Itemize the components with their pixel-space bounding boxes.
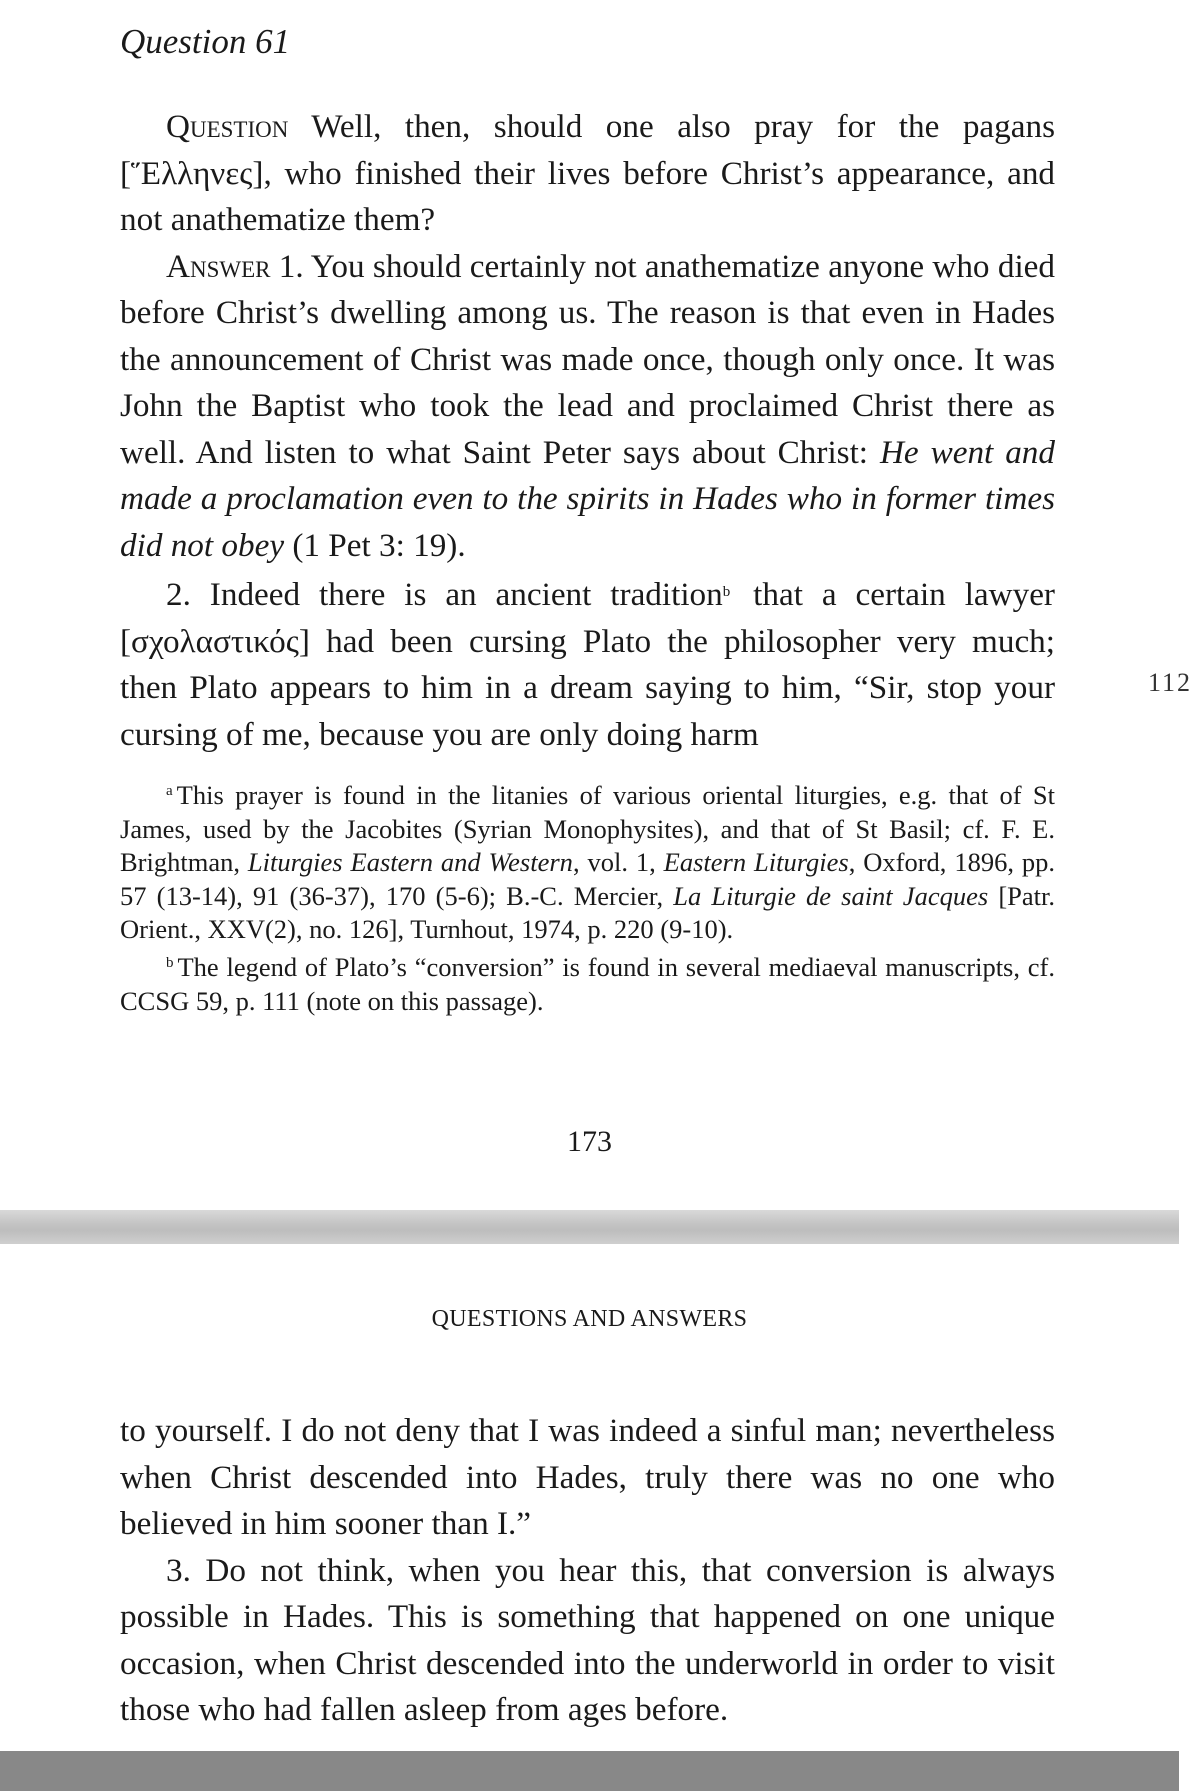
main-text — [120, 104, 1055, 758]
page-number: 173 — [567, 1125, 612, 1158]
scripture-quote: He went and made a proclamation even to the spirits in Hades who in former times did not obey — [120, 433, 1055, 564]
footnote-a-mark: a — [166, 783, 173, 799]
main-text — [120, 1408, 1055, 1734]
answer-label: Answer — [166, 247, 271, 285]
footnote-b — [120, 947, 1055, 1018]
footnote-a-title: Liturgies Eastern and Western — [247, 847, 573, 878]
footnote-a-title: Eastern Liturgies — [663, 847, 849, 878]
footnote-b-text: The legend of Plato’s “conversion” is found in several mediaeval manuscripts, cf. CCSG 59, p. 111 (note on this passage). — [120, 951, 1055, 1016]
question-label: Question — [166, 108, 289, 145]
footnotes — [120, 775, 1055, 1018]
page-divider — [0, 1210, 1179, 1244]
paragraph-2 — [120, 569, 1055, 758]
answer-text: 1. You should certainly not anathematize anyone who died before Christ’s dwelling among us. The reason is that even in Hades the announcement of Christ was made once, though only once. It was John the Baptist who took the lead and proclaimed Christ there as well. And listen to what Saint Peter says about Christ: — [120, 247, 1055, 471]
running-head: Question 61 — [120, 22, 291, 61]
paragraph-2-text-a: 2. Indeed there is an ancient tradition — [166, 576, 723, 613]
running-head: QUESTIONS AND ANSWERS — [431, 1306, 748, 1332]
footnote-b-mark: b — [166, 954, 174, 971]
answer-paragraph — [120, 244, 1055, 570]
footnote-marker-b: b — [722, 584, 731, 600]
footnote-a-text: [Patr. Orient., XXV(2), no. 126], Turnhout, 1974, p. 220 (9-10). — [120, 880, 1055, 945]
margin-line-number: 112 — [1148, 668, 1192, 697]
question-paragraph — [120, 104, 1055, 244]
footnote-a — [120, 775, 1055, 947]
paragraph-3: 3. Do not think, when you hear this, that conversion is always possible in Hades. This is something that happened on one unique occasion, when Christ descended into the underworld in order to visit those who had fallen asleep from ages before. — [120, 1551, 1055, 1728]
overlay-bar — [0, 1751, 1179, 1791]
scripture-reference: (1 Pet 3: 19). — [284, 526, 466, 564]
footnote-a-text: , vol. 1, — [572, 847, 664, 878]
footnote-a-text: , Oxford, 1896, pp. 57 (13-14), 91 (36-37), 170 (5-6); B.-C. Mercier, — [120, 847, 1055, 911]
footnote-a-title: La Liturgie de saint Jacques — [673, 880, 989, 911]
paragraph-2-text-b: that a certain lawyer [σχολαστικός] had been cursing Plato the philosopher very much; then Plato appears to him in a dream saying to him, “Sir, stop your cursing of me, because you are only doing harm — [120, 576, 1055, 753]
question-text: Well, then, should one also pray for the pagans [Ἕλληνες], who finished their lives before Christ’s appearance, and not anathematize them? — [120, 108, 1055, 238]
continued-paragraph: to yourself. I do not deny that I was indeed a sinful man; nevertheless when Christ descended into Hades, truly there was no one who believed in him sooner than I.” — [120, 1412, 1055, 1542]
footnote-a-text: This prayer is found in the litanies of various oriental liturgies, e.g. that of St James, used by the Jacobites (Syrian Monophysites), and that of St Basil; cf. F. E. Brightman, — [120, 780, 1055, 878]
next-page — [0, 1244, 1179, 1791]
